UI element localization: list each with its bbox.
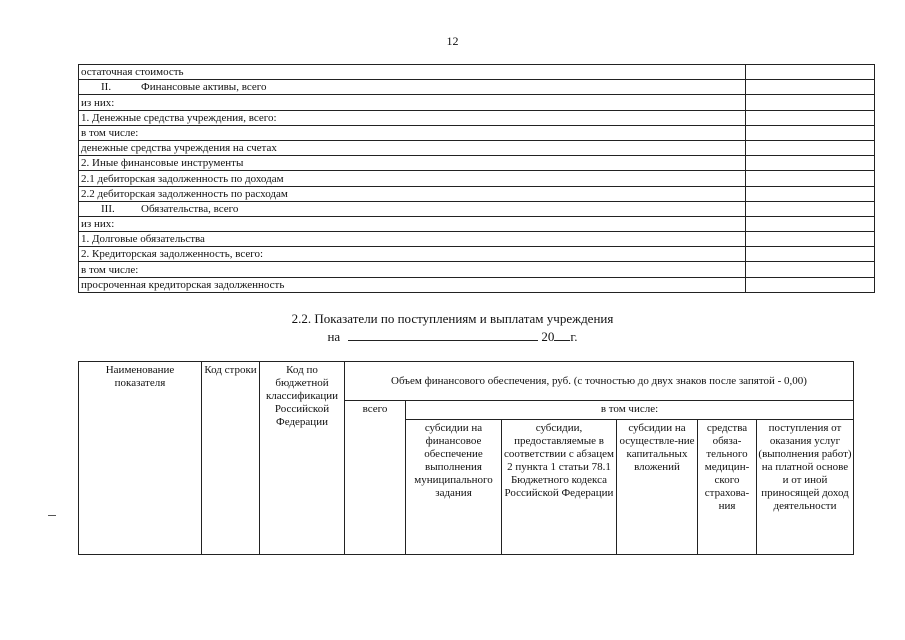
header-medical-insurance: средства обяза-тельного медицин-ского страхова-ния — [698, 420, 757, 555]
value-cell — [746, 277, 875, 292]
date-suffix: г. — [570, 329, 578, 344]
value-cell — [746, 262, 875, 277]
row-label: просроченная кредиторская задолженность — [79, 277, 746, 292]
value-cell — [746, 65, 875, 80]
row-label: 1. Долговые обязательства — [79, 232, 746, 247]
value-cell — [746, 110, 875, 125]
row-label: из них: — [79, 95, 746, 110]
date-blank — [348, 328, 538, 341]
header-including: в том числе: — [406, 401, 854, 420]
row-label: 2. Иные финансовые инструменты — [79, 156, 746, 171]
table-row — [79, 110, 875, 125]
value-cell — [746, 156, 875, 171]
page-number: 12 — [446, 34, 459, 48]
header-subsidy-78: субсидии, предоставляемые в соответствии с абзацем 2 пункта 1 статьи 78.1 Бюджетного кодекса Российской Федерации — [502, 420, 617, 555]
table-row — [79, 125, 875, 140]
row-label: остаточная стоимость — [79, 65, 746, 80]
table-row — [79, 232, 875, 247]
value-cell — [746, 95, 875, 110]
row-label: 2. Кредиторская задолженность, всего: — [79, 247, 746, 262]
row-label — [79, 201, 746, 216]
value-cell — [746, 171, 875, 186]
balance-table — [78, 64, 875, 293]
value-cell — [746, 125, 875, 140]
table-row — [79, 140, 875, 155]
row-label: в том числе: — [79, 262, 746, 277]
row-label: 2.2 дебиторская задолженность по расходам — [79, 186, 746, 201]
header-name: Наименование показателя — [79, 362, 202, 555]
value-cell — [746, 140, 875, 155]
table-row — [79, 277, 875, 292]
row-label: из них: — [79, 216, 746, 231]
margin-mark — [48, 515, 56, 516]
table-row — [79, 171, 875, 186]
flow-table — [78, 361, 854, 555]
header-paid-services: поступления от оказания услуг (выполнения работ) на платной основе и от иной приносящей доход деятельности — [757, 420, 854, 555]
section-title: 2.2. Показатели по поступлениям и выплатам учреждения — [291, 311, 614, 326]
value-cell — [746, 80, 875, 95]
year-blank — [554, 328, 570, 341]
header-subsidy-task: субсидии на финансовое обеспечение выполнения муниципального задания — [406, 420, 502, 555]
table-row — [79, 201, 875, 216]
table-row — [79, 216, 875, 231]
table-row — [79, 95, 875, 110]
table-row — [79, 80, 875, 95]
value-cell — [746, 247, 875, 262]
date-year: 20 — [541, 329, 555, 344]
table-row — [79, 186, 875, 201]
value-cell — [746, 201, 875, 216]
table-row — [79, 65, 875, 80]
row-label-text: Обязательства, всего — [141, 202, 239, 215]
date-line — [0, 328, 905, 345]
table-row — [79, 247, 875, 262]
row-label — [79, 80, 746, 95]
row-label-text: Финансовые активы, всего — [141, 81, 267, 94]
table-row — [79, 156, 875, 171]
row-label: денежные средства учреждения на счетах — [79, 140, 746, 155]
row-label: 1. Денежные средства учреждения, всего: — [79, 110, 746, 125]
header-volume: Объем финансового обеспечения, руб. (с точностью до двух знаков после запятой - 0,00) — [345, 362, 854, 401]
roman-numeral: II. — [101, 81, 112, 94]
header-subsidy-capital: субсидии на осуществле-ние капитальных вложений — [617, 420, 698, 555]
header-total: всего — [345, 401, 406, 555]
row-label: 2.1 дебиторская задолженность по доходам — [79, 171, 746, 186]
roman-numeral: III. — [101, 202, 115, 215]
row-label: в том числе: — [79, 125, 746, 140]
value-cell — [746, 186, 875, 201]
date-prefix: на — [327, 329, 341, 344]
value-cell — [746, 232, 875, 247]
header-budget-code: Код по бюджетной классификации Российской Федерации — [260, 362, 345, 555]
table-row — [79, 262, 875, 277]
value-cell — [746, 216, 875, 231]
header-code: Код строки — [202, 362, 260, 555]
